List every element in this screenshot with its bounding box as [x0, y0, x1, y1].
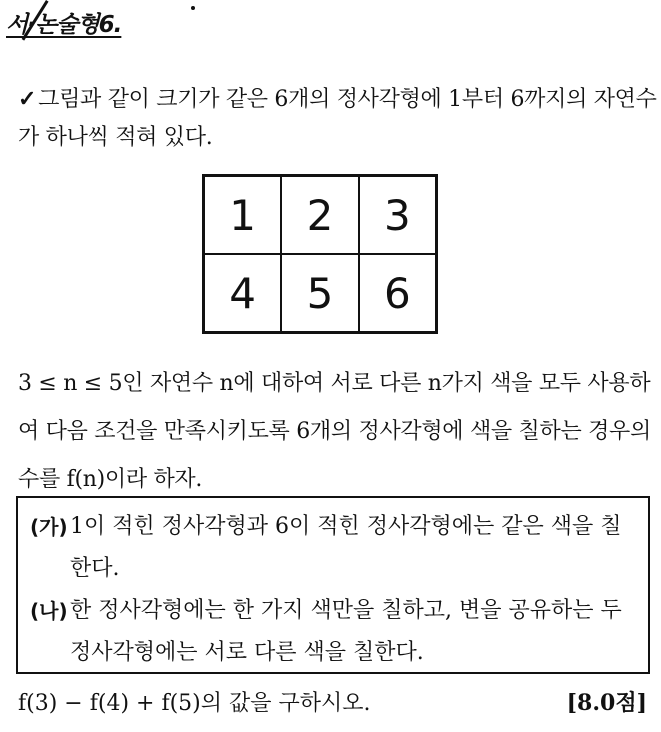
grid-cell: 1 [204, 176, 281, 254]
grid-cell: 6 [359, 254, 436, 332]
condition-marker: (가) [30, 515, 68, 539]
grid-cell: 5 [281, 254, 358, 332]
question-text: f(3) − f(4) + f(5)의 값을 구하시오. [18, 691, 371, 716]
number-grid [202, 174, 438, 334]
grid-cell: 3 [359, 176, 436, 254]
check-mark-icon: ✓ [18, 86, 37, 112]
question-label [6, 6, 121, 39]
speck-mark [191, 6, 195, 10]
condition-text: 1이 적힌 정사각형과 6이 적힌 정사각형에는 같은 색을 칠한다. [70, 514, 622, 581]
condition-item [30, 506, 636, 590]
condition-text: 한 정사각형에는 한 가지 색만을 칠하고, 변을 공유하는 두 정사각형에는 서로 다른 색을 칠한다. [70, 598, 622, 665]
grid-cell: 4 [204, 254, 281, 332]
question-number: 서·논술형6. [6, 12, 122, 38]
grid-cell: 2 [281, 176, 358, 254]
conditions-box [16, 496, 650, 674]
condition-item [30, 590, 636, 674]
score-label: [8.0점] [566, 690, 647, 716]
problem-intro [18, 80, 658, 157]
condition-marker: (나) [30, 599, 68, 623]
intro-text: 그림과 같이 크기가 같은 6개의 정사각형에 1부터 6까지의 자연수가 하나씩 적혀 있다. [18, 87, 657, 150]
problem-statement: 3 ≤ n ≤ 5인 자연수 n에 대하여 서로 다른 n가지 색을 모두 사용하여 다음 조건을 만족시키도록 6개의 정사각형에 색을 칠하는 경우의 수를 f(n)이라 하자. [18, 371, 651, 492]
